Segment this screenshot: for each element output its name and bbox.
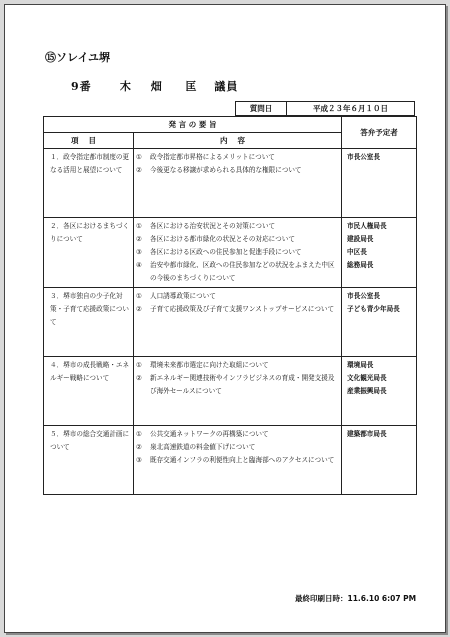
content-cell: [134, 426, 342, 495]
item-text: 政令指定都市昇格によるメリットについて: [150, 153, 275, 161]
content-item: [136, 303, 339, 316]
answerer: 文化観光局長: [347, 374, 387, 382]
item-number: ①: [136, 361, 142, 369]
content-item: [136, 290, 339, 303]
print-timestamp: 最終印刷日時：11.6.10 6:07 PM: [295, 594, 417, 603]
member-number: 9番: [71, 80, 92, 93]
item-number: ①: [136, 292, 142, 300]
item-number: ③: [136, 456, 142, 464]
item-text: 公共交通ネットワークの再構築について: [150, 430, 269, 438]
topic-text: ４．堺市の成長戦略・エネルギー戦略について: [50, 361, 130, 382]
content-cell: [134, 218, 342, 288]
item-text: 人口誘導政策について: [150, 292, 216, 300]
item-number: ②: [136, 166, 142, 174]
item-text: 既存交通インフラの利便性向上と臨海部へのアクセスについて: [150, 456, 335, 464]
topic-cell: [44, 149, 134, 218]
topic-text: ５．堺市の総合交通計画について: [50, 430, 130, 451]
content-item: [136, 151, 339, 164]
question-date-box: [235, 101, 415, 116]
answerer: 市長公室長: [347, 153, 380, 161]
item-text: 新エネルギー関連技術やインフラビジネスの育成・開発支援及び海外セールスについて: [150, 374, 335, 395]
item-text: 各区における区政への住民参加と促進手段について: [150, 248, 302, 256]
answerer-cell: [342, 149, 417, 218]
answerer-cell: [342, 357, 417, 426]
item-text: 泉北高速鉄道の料金値下げについて: [150, 443, 256, 451]
member-name-part: 匡: [185, 80, 198, 93]
item-number: ①: [136, 153, 142, 161]
table-row: [44, 149, 417, 218]
member-line: [71, 78, 238, 94]
table-row: [44, 288, 417, 357]
answerer: 産業振興局長: [347, 387, 387, 395]
content-item: [136, 359, 339, 372]
answerer-cell: [342, 218, 417, 288]
table-row: [44, 357, 417, 426]
item-text: 環境未来都市選定に向けた取組について: [150, 361, 269, 369]
content-item: [136, 164, 339, 177]
header-content: 内容: [134, 133, 342, 149]
answerer: 子ども青少年局長: [347, 305, 400, 313]
answerer: 建築都市局長: [347, 430, 387, 438]
item-number: ②: [136, 305, 142, 313]
answerer: 中区長: [347, 248, 367, 256]
item-text: 子育て応援政策及び子育て支援ワンストップサービスについて: [150, 305, 335, 313]
answerer-cell: [342, 288, 417, 357]
content-cell: [134, 149, 342, 218]
item-number: ②: [136, 374, 142, 382]
item-number: ②: [136, 443, 142, 451]
item-text: 今後更なる移譲が求められる具体的な権限について: [150, 166, 302, 174]
content-item: [136, 441, 339, 454]
item-number: ④: [136, 261, 142, 269]
item-number: ①: [136, 222, 142, 230]
topic-cell: [44, 357, 134, 426]
member-name-part: 木: [119, 80, 132, 93]
item-text: 治安や都市緑化、区政への住民参加などの状況をふまえた中区の今後のまちづくりについて: [150, 261, 335, 282]
item-number: ①: [136, 430, 142, 438]
header-item: 項目: [44, 133, 134, 149]
answerer: 市民人権局長: [347, 222, 387, 230]
header-answer: 答弁予定者: [342, 117, 417, 149]
item-text: 各区における都市緑化の状況とその対応について: [150, 235, 295, 243]
party-name: ⑮ソレイユ堺: [45, 51, 111, 64]
content-item: [136, 233, 339, 246]
question-date: 平成２３年６月１０日: [287, 102, 415, 116]
date-label: 質問日: [236, 102, 287, 116]
content-item: [136, 454, 339, 467]
member-title: 議員: [214, 80, 239, 93]
answerer: 建設局長: [347, 235, 374, 243]
table-row: [44, 426, 417, 495]
content-item: [136, 220, 339, 233]
content-item: [136, 372, 339, 398]
answerer: 環境局長: [347, 361, 374, 369]
content-item: [136, 246, 339, 259]
topic-text: ２．各区におけるまちづくりについて: [50, 222, 130, 243]
answerer-cell: [342, 426, 417, 495]
question-table: [43, 116, 417, 495]
topic-cell: [44, 288, 134, 357]
answerer: 市長公室長: [347, 292, 380, 300]
document-page: [4, 4, 446, 633]
item-number: ③: [136, 248, 142, 256]
item-text: 各区における治安状況とその対策について: [150, 222, 276, 230]
topic-text: ３．堺市独自の少子化対策・子育て応援政策について: [50, 292, 129, 326]
item-number: ②: [136, 235, 142, 243]
table-row: [44, 218, 417, 288]
content-cell: [134, 288, 342, 357]
topic-cell: [44, 218, 134, 288]
answerer: 総務局長: [347, 261, 374, 269]
content-cell: [134, 357, 342, 426]
header-group: 発 言 の 要 旨: [44, 117, 342, 133]
content-item: [136, 428, 339, 441]
content-item: [136, 259, 339, 285]
topic-cell: [44, 426, 134, 495]
member-name-part: 畑: [150, 80, 163, 93]
topic-text: １．政令指定都市制度の更なる活用と展望について: [50, 153, 130, 174]
